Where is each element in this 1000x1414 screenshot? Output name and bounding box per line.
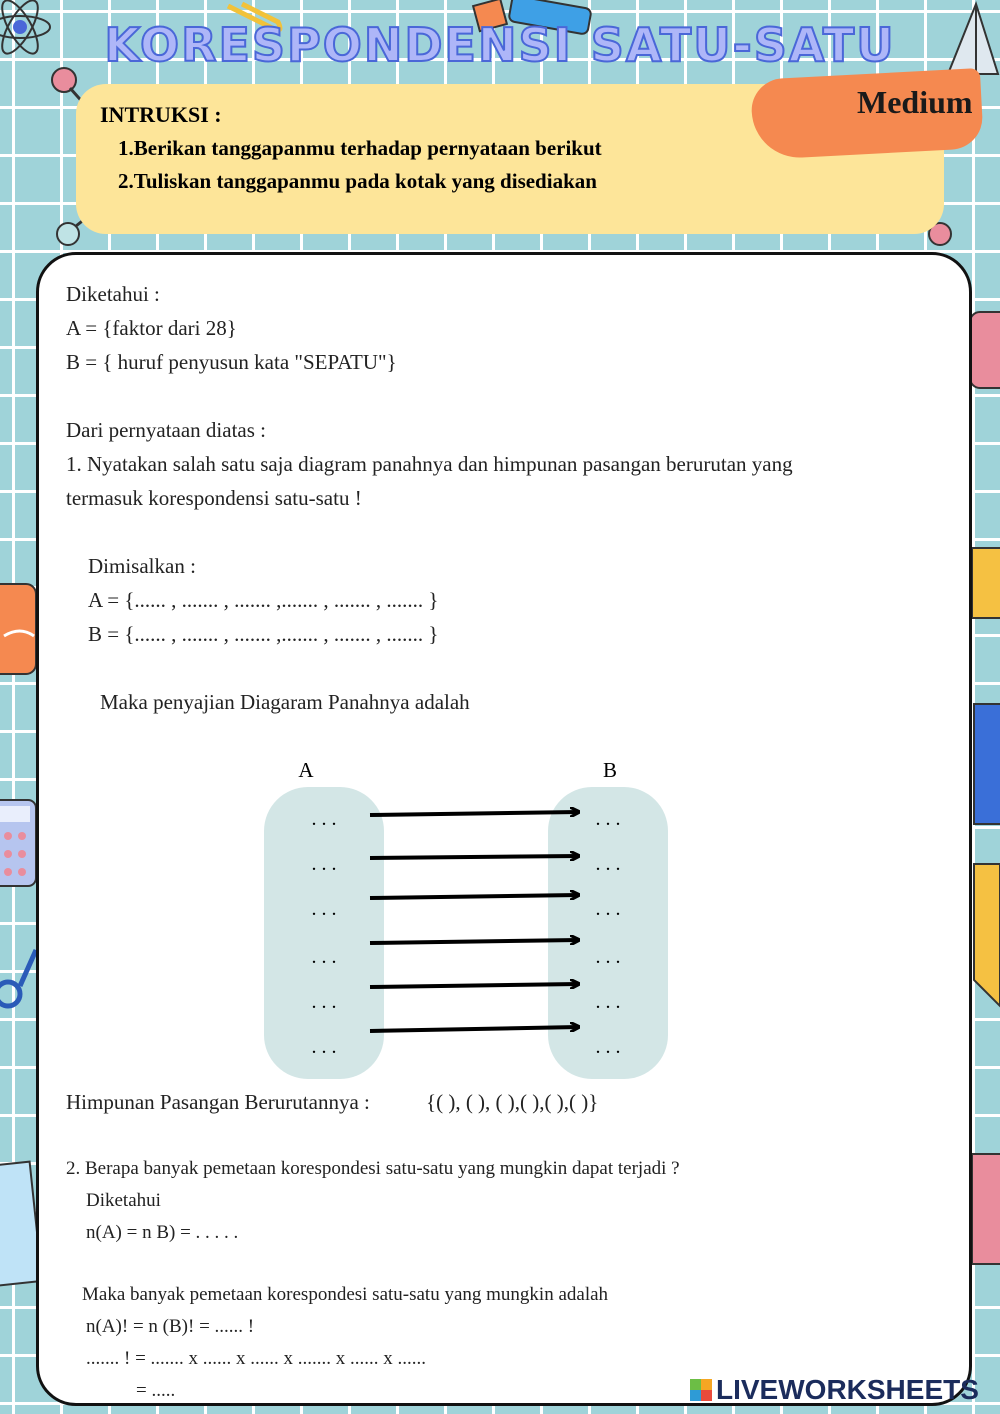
difficulty-level: Medium xyxy=(857,84,973,120)
question-1-line-2: termasuk korespondensi satu-satu ! xyxy=(66,486,362,510)
diagram-label-a: A xyxy=(298,758,314,782)
given-set-a: A = {faktor dari 28} xyxy=(66,316,237,340)
set-a-element-blank[interactable]: . . . xyxy=(311,808,337,830)
given-set-b: B = { huruf penyusun kata "SEPATU"} xyxy=(66,350,397,374)
diagram-intro: Maka penyajian Diagaram Panahnya adalah xyxy=(100,690,470,714)
set-a-element-blank[interactable]: . . . xyxy=(311,898,337,920)
given-label: Diketahui : xyxy=(66,282,160,306)
q2-factorial[interactable]: n(A)! = n (B)! = ...... ! xyxy=(86,1316,255,1337)
set-b-element-blank[interactable]: . . . xyxy=(595,946,621,968)
logo-text: LIVEWORKSHEETS xyxy=(716,1374,979,1405)
instruction-item xyxy=(118,165,602,198)
set-a-element-blank[interactable]: . . . xyxy=(311,1036,337,1058)
q2-then: Maka banyak pemetaan korespondesi satu-satu yang mungkin adalah xyxy=(82,1284,609,1305)
q2-result[interactable]: = ..... xyxy=(136,1380,176,1401)
instruction-text: Berikan tanggapanmu terhadap pernyataan berikut xyxy=(133,136,602,160)
set-b-element-blank[interactable]: . . . xyxy=(595,991,621,1013)
mapping-arrow xyxy=(370,940,578,943)
question-1-line-1: 1. Nyatakan salah satu saja diagram panahnya dan himpunan pasangan berurutan yang xyxy=(66,452,793,476)
mapping-arrow xyxy=(370,1027,578,1031)
page-title: KORESPONDENSI SATU-SATU xyxy=(104,18,896,72)
set-b-element-blank[interactable]: . . . xyxy=(595,808,621,830)
logo-icon xyxy=(690,1379,712,1401)
assume-set-b[interactable]: B = {...... , ....... , ....... ,....... , ....... , ....... } xyxy=(88,622,439,646)
pairs-answer[interactable]: {( ), ( ), ( ),( ),( ),( )} xyxy=(426,1090,599,1114)
pairs-label: Himpunan Pasangan Berurutannya : xyxy=(66,1090,370,1114)
question-2: 2. Berapa banyak pemetaan korespondesi satu-satu yang mungkin dapat terjadi ? xyxy=(66,1158,680,1179)
set-a-element-blank[interactable]: . . . xyxy=(311,946,337,968)
question-intro: Dari pernyataan diatas : xyxy=(66,418,266,442)
mapping-arrow xyxy=(370,984,578,987)
ruler-icon xyxy=(968,700,1000,830)
instruction-list xyxy=(118,132,602,198)
instruction-text: Tuliskan tanggapanmu pada kotak yang disediakan xyxy=(133,169,597,193)
instruction-number: 1. xyxy=(118,136,134,160)
assume-set-a[interactable]: A = {...... , ....... , ....... ,....... , ....... , ....... } xyxy=(88,588,439,612)
set-b-element-blank[interactable]: . . . xyxy=(595,853,621,875)
instruction-item xyxy=(118,132,602,165)
liveworksheets-logo xyxy=(690,1374,979,1406)
set-a-element-blank[interactable]: . . . xyxy=(311,991,337,1013)
q2-cardinality[interactable]: n(A) = n B) = . . . . . xyxy=(86,1222,239,1243)
set-b-element-blank[interactable]: . . . xyxy=(595,1036,621,1058)
q2-product[interactable]: ....... ! = ....... x ...... x ...... x ....... x ...... x ...... xyxy=(86,1348,427,1369)
mapping-arrow xyxy=(370,895,578,898)
calculator-icon xyxy=(0,796,38,892)
set-b-element-blank[interactable]: . . . xyxy=(595,898,621,920)
assume-label: Dimisalkan : xyxy=(88,554,196,578)
diagram-label-b: B xyxy=(602,758,618,782)
q2-given-label: Diketahui xyxy=(86,1190,161,1211)
instruction-number: 2. xyxy=(118,169,134,193)
mapping-arrow xyxy=(370,812,578,815)
notebook-icon xyxy=(0,1160,40,1290)
mapping-arrow xyxy=(370,856,578,858)
instruction-heading: INTRUKSI : xyxy=(100,102,222,127)
set-a-element-blank[interactable]: . . . xyxy=(311,853,337,875)
arrow-diagram xyxy=(250,755,690,1090)
eraser-icon xyxy=(0,580,40,680)
compass-icon xyxy=(0,946,40,1016)
